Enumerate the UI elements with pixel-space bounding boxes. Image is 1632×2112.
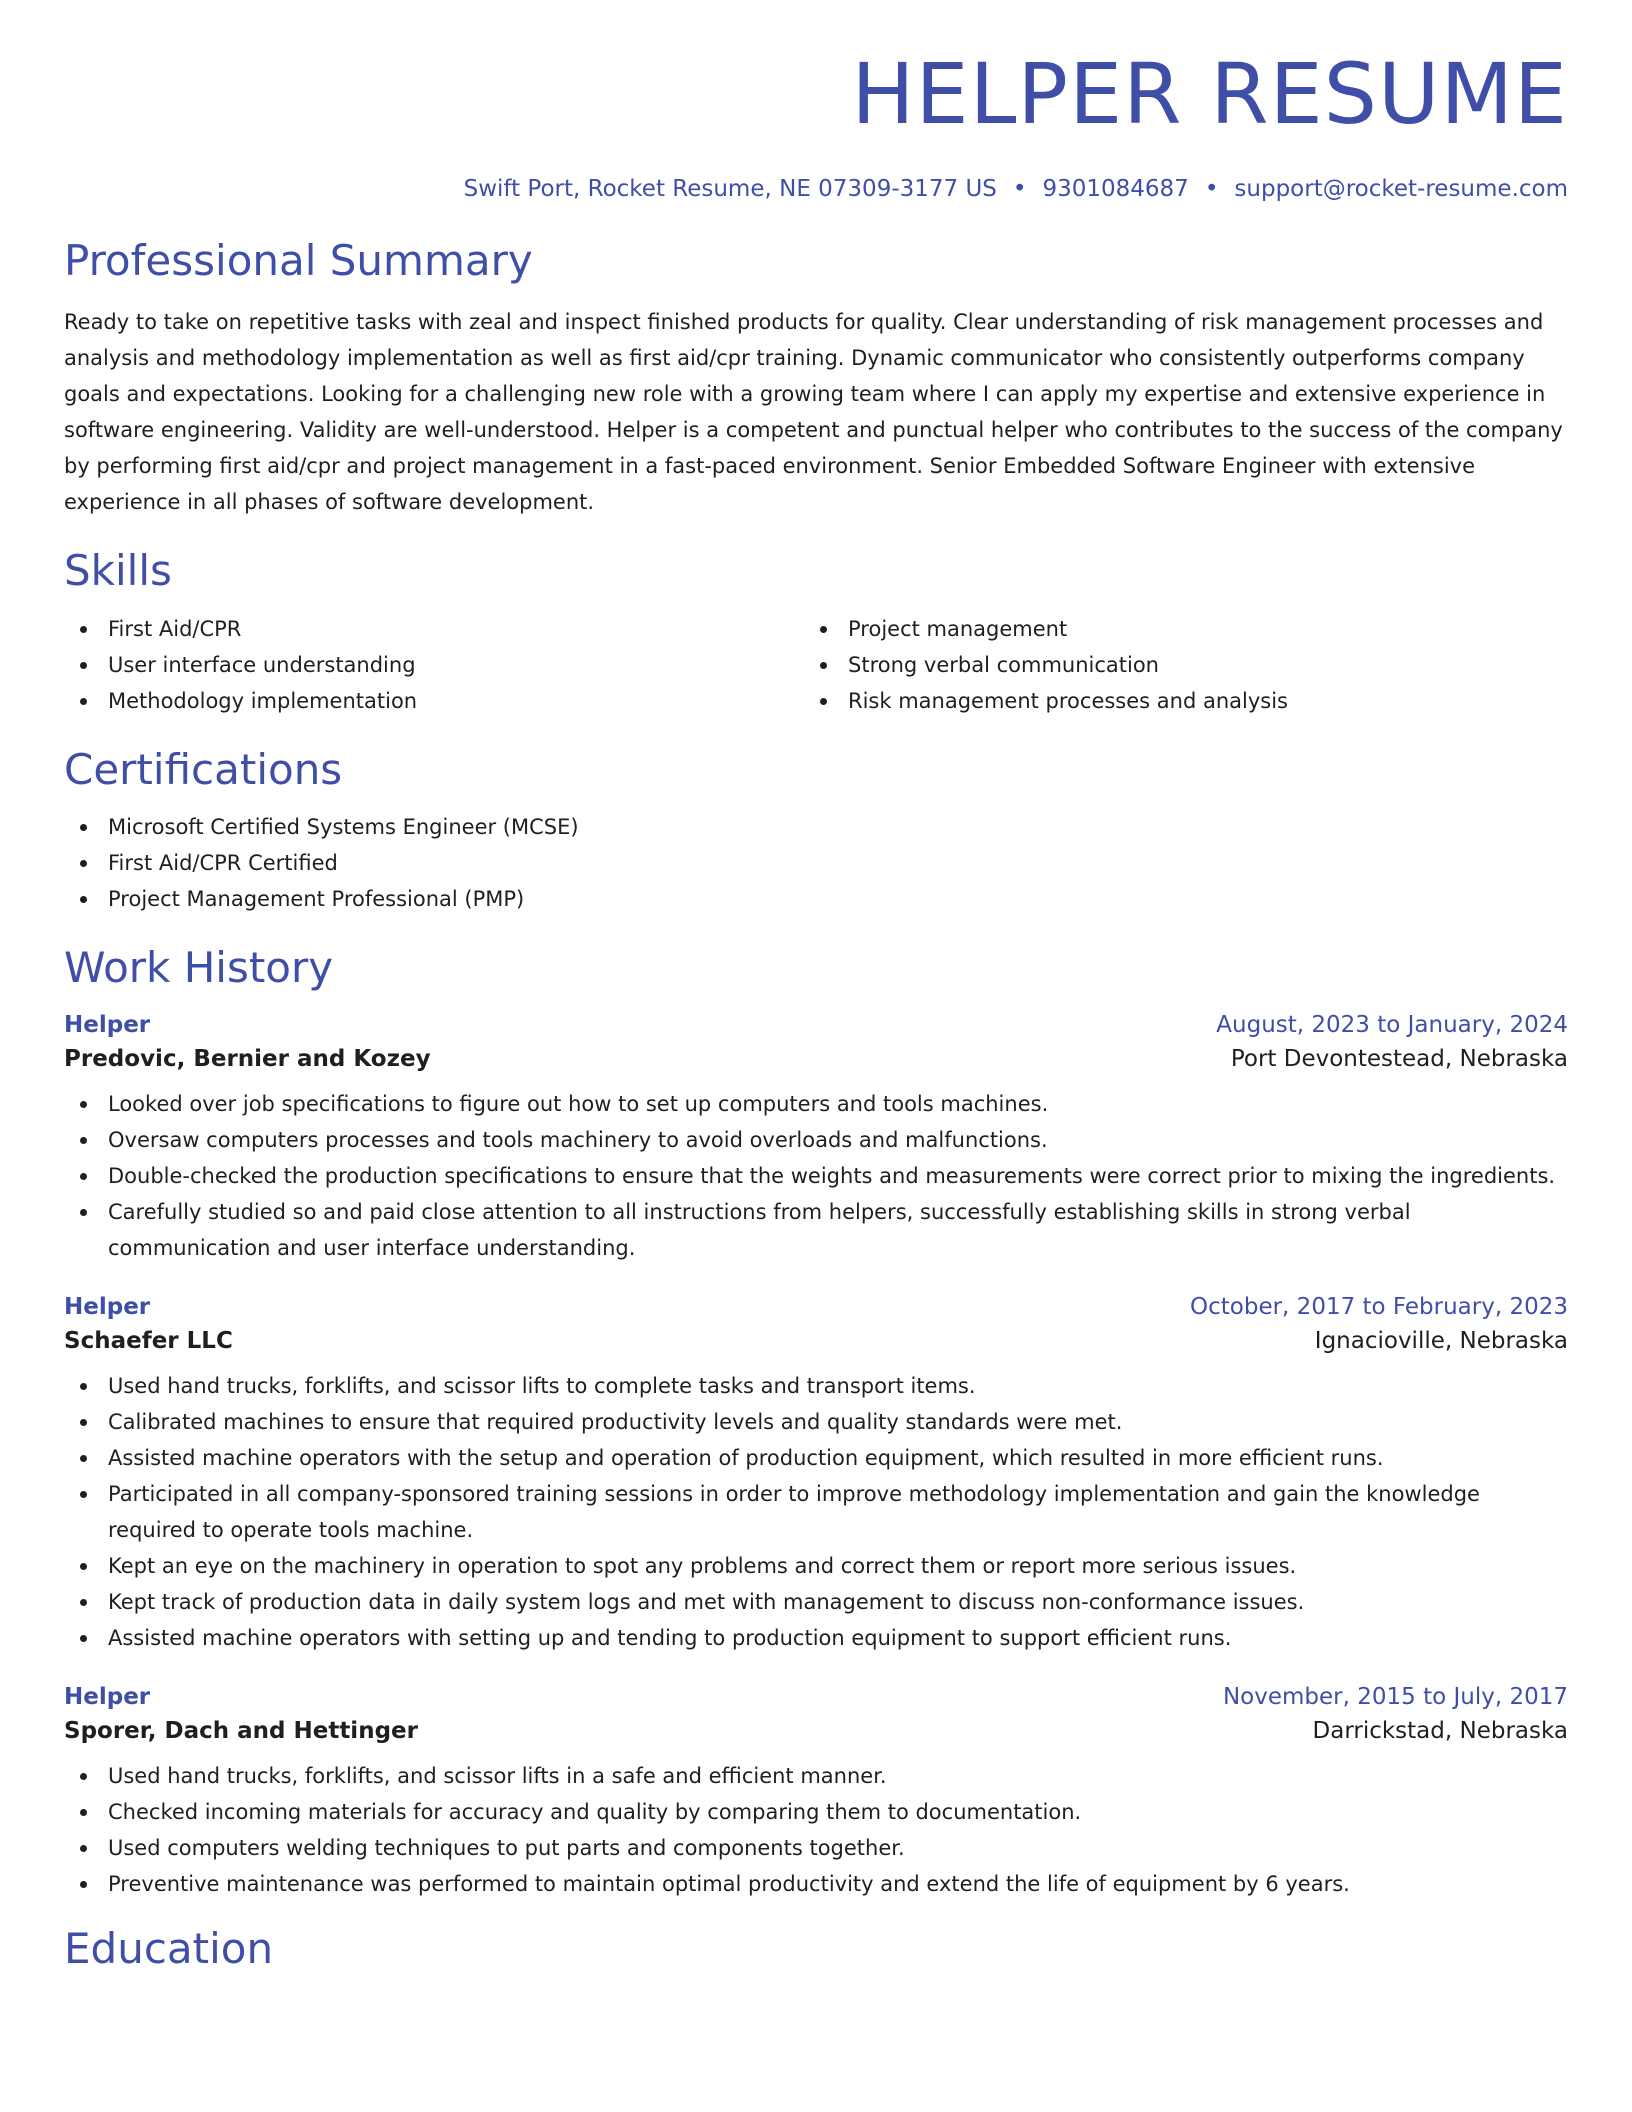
job-duties (64, 1368, 1568, 1656)
resume-name: HELPER RESUME (851, 45, 1568, 143)
skills-section (64, 546, 1568, 718)
job-duty: Double-checked the production specifications to ensure that the weights and measurements were correct prior to mixing the ingredients. (64, 1158, 1568, 1194)
resume-header (64, 0, 1568, 202)
job-duty: Assisted machine operators with the setup and operation of production equipment, which resulted in more efficient runs. (64, 1440, 1568, 1476)
job-title: Helper (64, 1011, 151, 1038)
job-duty: Calibrated machines to ensure that required productivity levels and quality standards were met. (64, 1404, 1568, 1440)
contact-separator: • (1012, 176, 1027, 202)
job-duty: Participated in all company-sponsored training sessions in order to improve methodology implementation and gain the knowledge required to operate tools machine. (64, 1476, 1568, 1548)
job-dates: August, 2023 to January, 2024 (1216, 1011, 1568, 1038)
job-duty: Assisted machine operators with setting up and tending to production equipment to support efficient runs. (64, 1620, 1568, 1656)
education-section (64, 1924, 1568, 1974)
contact-address: Swift Port, Rocket Resume, NE 07309-3177 US (463, 176, 997, 202)
job-duty: Used hand trucks, forklifts, and scissor lifts in a safe and efficient manner. (64, 1758, 1568, 1794)
skills-title: Skills (64, 546, 172, 596)
certifications-section (64, 745, 1568, 917)
summary-section (64, 236, 1568, 520)
job-header (64, 1012, 1568, 1038)
job-title: Helper (64, 1683, 151, 1710)
education-title: Education (64, 1923, 274, 1973)
job-duty: Used computers welding techniques to put parts and components together. (64, 1830, 1568, 1866)
job-duty: Preventive maintenance was performed to maintain optimal productivity and extend the life of equipment by 6 years. (64, 1866, 1568, 1902)
contact-separator: • (1204, 176, 1219, 202)
certification-item: Microsoft Certified Systems Engineer (MCSE) (64, 809, 1568, 845)
skills-grid (64, 611, 1568, 719)
skill-item: Strong verbal communication (804, 647, 1544, 683)
job-company: Schaefer LLC (64, 1327, 233, 1354)
work-history-title: Work History (64, 943, 334, 993)
skills-list-right (804, 611, 1544, 719)
contact-line (64, 176, 1568, 202)
job-dates: November, 2015 to July, 2017 (1222, 1683, 1568, 1710)
job-location: Port Devontestead, Nebraska (1230, 1045, 1568, 1072)
job-duty: Carefully studied so and paid close attention to all instructions from helpers, successfully establishing skills in strong verbal communication and user interface understanding. (64, 1194, 1568, 1266)
job-title: Helper (64, 1293, 151, 1320)
job-duty: Looked over job specifications to figure out how to set up computers and tools machines. (64, 1086, 1568, 1122)
job-subheader (64, 1718, 1568, 1744)
skills-list-left (64, 611, 804, 719)
job-duty: Oversaw computers processes and tools machinery to avoid overloads and malfunctions. (64, 1122, 1568, 1158)
certification-item: First Aid/CPR Certified (64, 845, 1568, 881)
contact-email[interactable]: support@rocket-resume.com (1234, 176, 1568, 202)
skill-item: User interface understanding (64, 647, 804, 683)
skill-item: Methodology implementation (64, 683, 804, 719)
job-duties (64, 1086, 1568, 1266)
job-header (64, 1684, 1568, 1710)
job-company: Sporer, Dach and Hettinger (64, 1717, 418, 1744)
job-subheader (64, 1046, 1568, 1072)
work-history-section (64, 943, 1568, 1901)
job-duty: Kept track of production data in daily system logs and met with management to discuss non-conformance issues. (64, 1584, 1568, 1620)
skill-item: Project management (804, 611, 1544, 647)
job-duty: Kept an eye on the machinery in operation to spot any problems and correct them or report more serious issues. (64, 1548, 1568, 1584)
contact-phone: 9301084687 (1042, 176, 1189, 202)
summary-text: Ready to take on repetitive tasks with zeal and inspect finished products for quality. Clear understanding of risk management processes and analysis and methodology implementation as well as first aid/cpr training. Dynamic communicator who consistently outperforms company goals and expectations. Looking for a challenging new role with a growing team where I can apply my expertise and extensive experience in software engineering. Validity are well-understood. Helper is a competent and punctual helper who contributes to the success of the company by performing first aid/cpr and project management in a fast-paced environment. Senior Embedded Software Engineer with extensive experience in all phases of software development. (64, 310, 1563, 515)
job-entry (64, 1294, 1568, 1656)
job-entry (64, 1684, 1568, 1902)
summary-title: Professional Summary (64, 236, 533, 285)
certification-item: Project Management Professional (PMP) (64, 881, 1568, 917)
job-company: Predovic, Bernier and Kozey (64, 1045, 431, 1072)
skill-item: Risk management processes and analysis (804, 683, 1544, 719)
skill-item: First Aid/CPR (64, 611, 804, 647)
job-location: Darrickstad, Nebraska (1312, 1717, 1568, 1744)
certifications-list (64, 809, 1568, 917)
job-location: Ignacioville, Nebraska (1314, 1327, 1568, 1354)
job-dates: October, 2017 to February, 2023 (1190, 1293, 1568, 1320)
certifications-title: Certifications (64, 744, 343, 794)
job-entry (64, 1012, 1568, 1266)
job-duties (64, 1758, 1568, 1902)
job-header (64, 1294, 1568, 1320)
job-duty: Checked incoming materials for accuracy and quality by comparing them to documentation. (64, 1794, 1568, 1830)
job-duty: Used hand trucks, forklifts, and scissor lifts to complete tasks and transport items. (64, 1368, 1568, 1404)
job-subheader (64, 1328, 1568, 1354)
